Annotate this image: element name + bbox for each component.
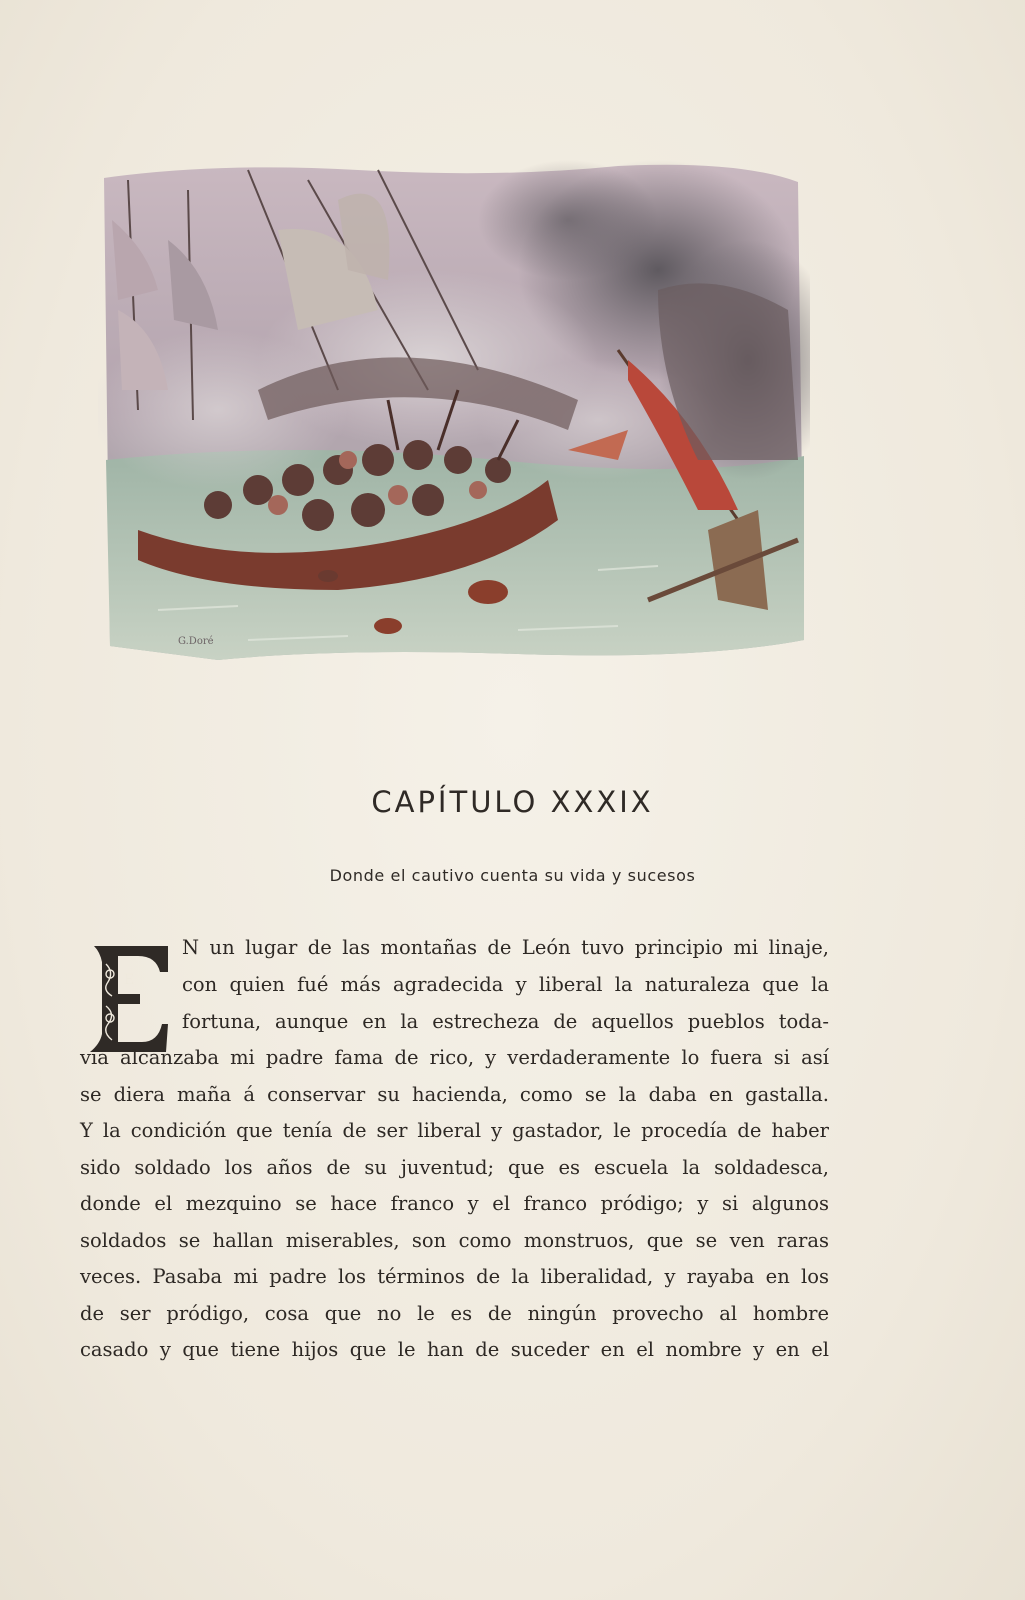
text-line: fortuna, aunque en la estrecheza de aquellos pueblos toda- (182, 1010, 829, 1033)
text-line: casado y que tiene hijos que le han de suceder en el nombre y en el (80, 1338, 829, 1361)
drop-cap-letter: E (124, 972, 135, 988)
text-line: Y la condición que tenía de ser liberal y gastador, le procedía de haber (80, 1119, 829, 1142)
text-line: con quien fué más agradecida y liberal la naturaleza que la (182, 973, 829, 996)
text-line: sido soldado los años de su juventud; que es escuela la soldadesca, (80, 1156, 829, 1179)
text-line: veces. Pasaba mi padre los términos de la liberalidad, y rayaba en los (80, 1265, 829, 1288)
text-line: soldados se hallan miserables, son como monstruos, que se ven raras (80, 1229, 829, 1252)
text-line: de ser pródigo, cosa que no le es de ningún provecho al hombre (80, 1302, 829, 1325)
text-line: donde el mezquino se hace franco y el franco pródigo; y si algunos (80, 1192, 829, 1215)
ornamental-drop-cap (90, 944, 170, 1054)
artist-signature: G.Doré (178, 636, 214, 647)
decorated-initial-e-icon (90, 944, 170, 1054)
text-line: N un lugar de las montañas de León tuvo principio mi linaje, (182, 936, 829, 959)
text-line: se diera maña á conservar su hacienda, como se la daba en gastalla. (80, 1083, 829, 1106)
naval-battle-painting (98, 160, 810, 668)
text-line: vía alcanzaba mi padre fama de rico, y verdaderamente lo fuera si así (80, 1046, 829, 1069)
chapter-title: CAPÍTULO XXXIX (371, 785, 654, 820)
chapter-subtitle: Donde el cautivo cuenta su vida y sucesos (329, 866, 696, 885)
naval-battle-illustration (98, 160, 810, 668)
